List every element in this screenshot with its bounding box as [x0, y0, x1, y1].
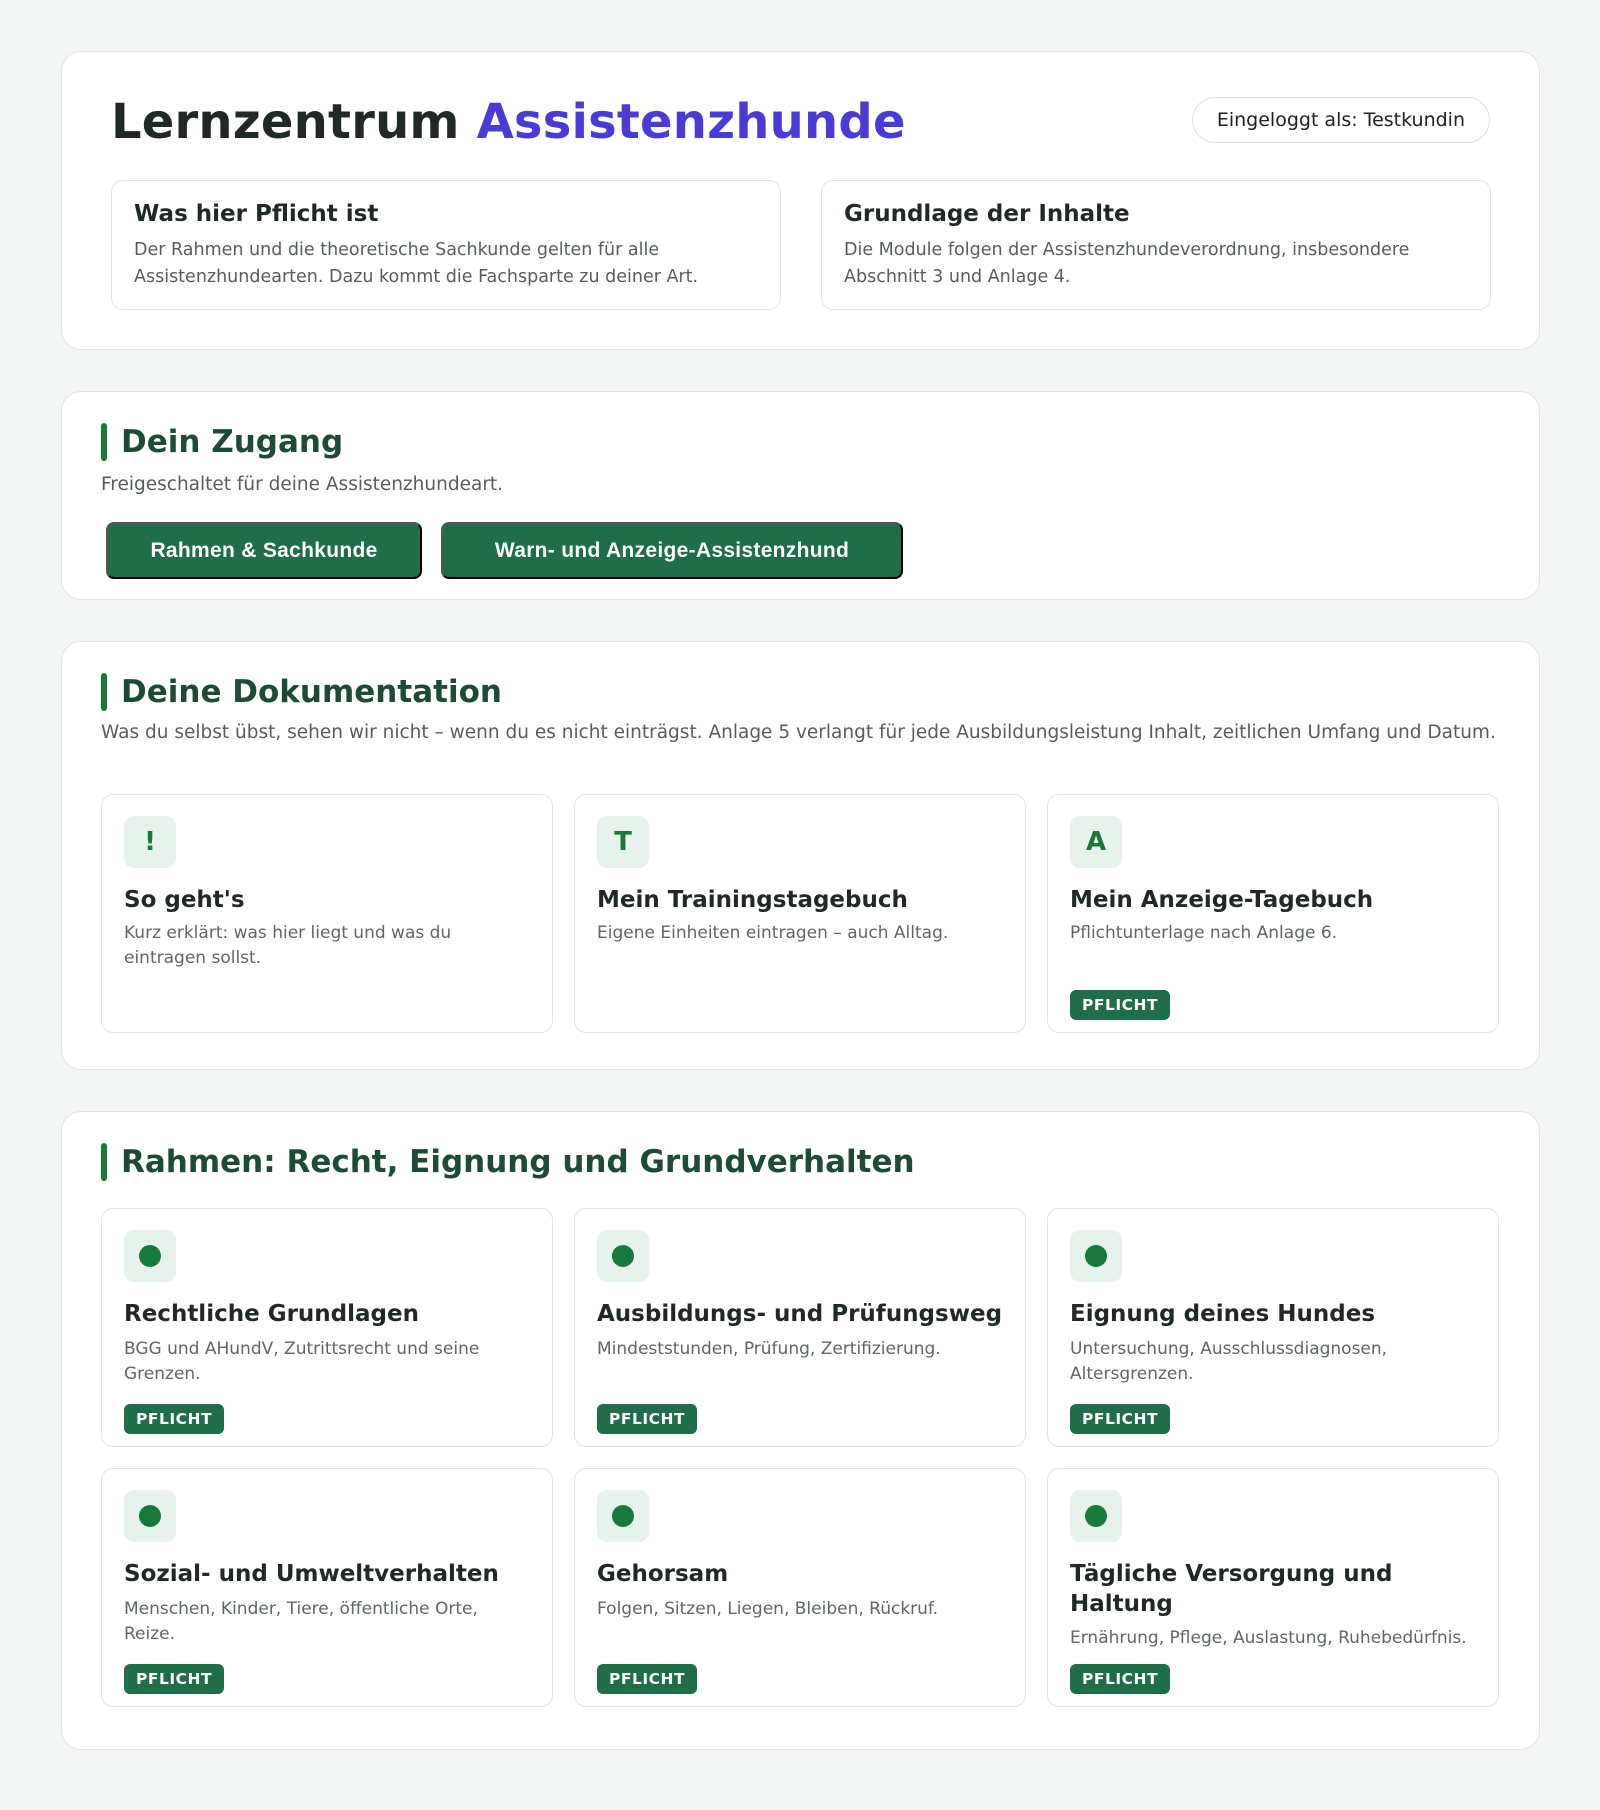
letter-t-icon: T — [597, 816, 649, 868]
dot-icon-shape — [139, 1505, 161, 1527]
section-title: Dein Zugang — [121, 424, 344, 460]
module-card-social-behavior[interactable] — [101, 1468, 553, 1707]
doc-card-how-it-works[interactable] — [101, 794, 553, 1033]
card-title: Rechtliche Grundlagen — [124, 1301, 419, 1327]
section-heading — [101, 423, 343, 461]
card-description: BGG und AHundV, Zutrittsrecht und seine Grenzen. — [124, 1339, 480, 1384]
section-description: Freigeschaltet für deine Assistenzhundeart. — [101, 474, 504, 495]
section-accent-bar — [101, 423, 107, 461]
dot-icon — [597, 1490, 649, 1542]
mandatory-badge: PFLICHT — [597, 1404, 697, 1434]
card-description: Eigene Einheiten eintragen – auch Alltag. — [597, 923, 949, 943]
documentation-panel — [61, 641, 1540, 1070]
card-description: Ernährung, Pflege, Auslastung, Ruhebedürfnis. — [1070, 1628, 1467, 1648]
card-description: Untersuchung, Ausschlussdiagnosen, Altersgrenzen. — [1070, 1339, 1388, 1384]
dot-icon — [597, 1230, 649, 1282]
module-card-training-exam-path[interactable] — [574, 1208, 1026, 1447]
section-description: Was du selbst übst, sehen wir nicht – wenn du es nicht einträgst. Anlage 5 verlangt für jede Ausbildungsleistung Inhalt, zeitlichen Umfang und Datum. — [101, 722, 1496, 743]
doc-card-training-diary[interactable] — [574, 794, 1026, 1033]
dot-icon-shape — [1085, 1505, 1107, 1527]
letter-a-icon: A — [1070, 816, 1122, 868]
mandatory-badge: PFLICHT — [1070, 1664, 1170, 1694]
info-card-text: Die Module folgen der Assistenzhundeverordnung, insbesondere Abschnitt 3 und Anlage 4. — [844, 240, 1410, 287]
info-card-title: Was hier Pflicht ist — [134, 201, 379, 227]
info-card-text: Der Rahmen und die theoretische Sachkunde gelten für alle Assistenzhundearten. Dazu kommt die Fachsparte zu deiner Art. — [134, 240, 699, 287]
mandatory-badge: PFLICHT — [1070, 990, 1170, 1020]
section-title: Deine Dokumentation — [121, 674, 502, 710]
mandatory-badge: PFLICHT — [124, 1664, 224, 1694]
mandatory-badge: PFLICHT — [1070, 1404, 1170, 1434]
module-card-obedience[interactable] — [574, 1468, 1026, 1707]
exclamation-icon: ! — [124, 816, 176, 868]
frame-panel — [61, 1111, 1540, 1750]
card-title: Gehorsam — [597, 1561, 729, 1587]
dot-icon — [124, 1490, 176, 1542]
module-card-legal-basics[interactable] — [101, 1208, 553, 1447]
mandatory-badge: PFLICHT — [597, 1664, 697, 1694]
card-title: Mein Anzeige-Tagebuch — [1070, 887, 1374, 913]
dot-icon — [124, 1230, 176, 1282]
card-description: Kurz erklärt: was hier liegt und was du eintragen sollst. — [124, 923, 452, 968]
card-description: Pflichtunterlage nach Anlage 6. — [1070, 923, 1338, 943]
dot-icon — [1070, 1230, 1122, 1282]
section-accent-bar — [101, 1143, 107, 1181]
page-title-main: Lernzentrum — [111, 94, 460, 150]
module-card-dog-suitability[interactable] — [1047, 1208, 1499, 1447]
module-card-daily-care[interactable] — [1047, 1468, 1499, 1707]
doc-card-alert-diary[interactable] — [1047, 794, 1499, 1033]
mandatory-badge: PFLICHT — [124, 1404, 224, 1434]
header-panel — [61, 51, 1540, 350]
dot-icon-shape — [1085, 1245, 1107, 1267]
dot-icon-shape — [612, 1505, 634, 1527]
dot-icon-shape — [139, 1245, 161, 1267]
page-title — [111, 94, 906, 150]
section-title: Rahmen: Recht, Eignung und Grundverhalten — [121, 1144, 915, 1180]
logged-in-user-badge[interactable]: Eingeloggt als: Testkundin — [1192, 97, 1490, 143]
card-title: Mein Trainingstagebuch — [597, 887, 908, 913]
info-card-title: Grundlage der Inhalte — [844, 201, 1130, 227]
card-title: Eignung deines Hundes — [1070, 1301, 1376, 1327]
card-description: Folgen, Sitzen, Liegen, Bleiben, Rückruf. — [597, 1599, 939, 1619]
dot-icon — [1070, 1490, 1122, 1542]
info-card-basis — [821, 180, 1491, 310]
card-title: So geht's — [124, 887, 245, 913]
access-panel — [61, 391, 1540, 600]
section-heading — [101, 1143, 915, 1181]
info-card-obligations — [111, 180, 781, 310]
card-description: Menschen, Kinder, Tiere, öffentliche Orte, Reize. — [124, 1599, 478, 1644]
dot-icon-shape — [612, 1245, 634, 1267]
access-button-rahmen[interactable]: Rahmen & Sachkunde — [106, 522, 422, 579]
page-title-accent: Assistenzhunde — [476, 94, 906, 150]
card-title: Ausbildungs- und Prüfungsweg — [597, 1301, 1003, 1327]
card-description: Mindeststunden, Prüfung, Zertifizierung. — [597, 1339, 941, 1359]
card-title: Sozial- und Umweltverhalten — [124, 1561, 499, 1587]
section-accent-bar — [101, 673, 107, 711]
access-button-warn-anzeige[interactable]: Warn- und Anzeige-Assistenzhund — [441, 522, 903, 579]
card-title: Tägliche Versorgung und Haltung — [1070, 1561, 1393, 1617]
section-heading — [101, 673, 502, 711]
